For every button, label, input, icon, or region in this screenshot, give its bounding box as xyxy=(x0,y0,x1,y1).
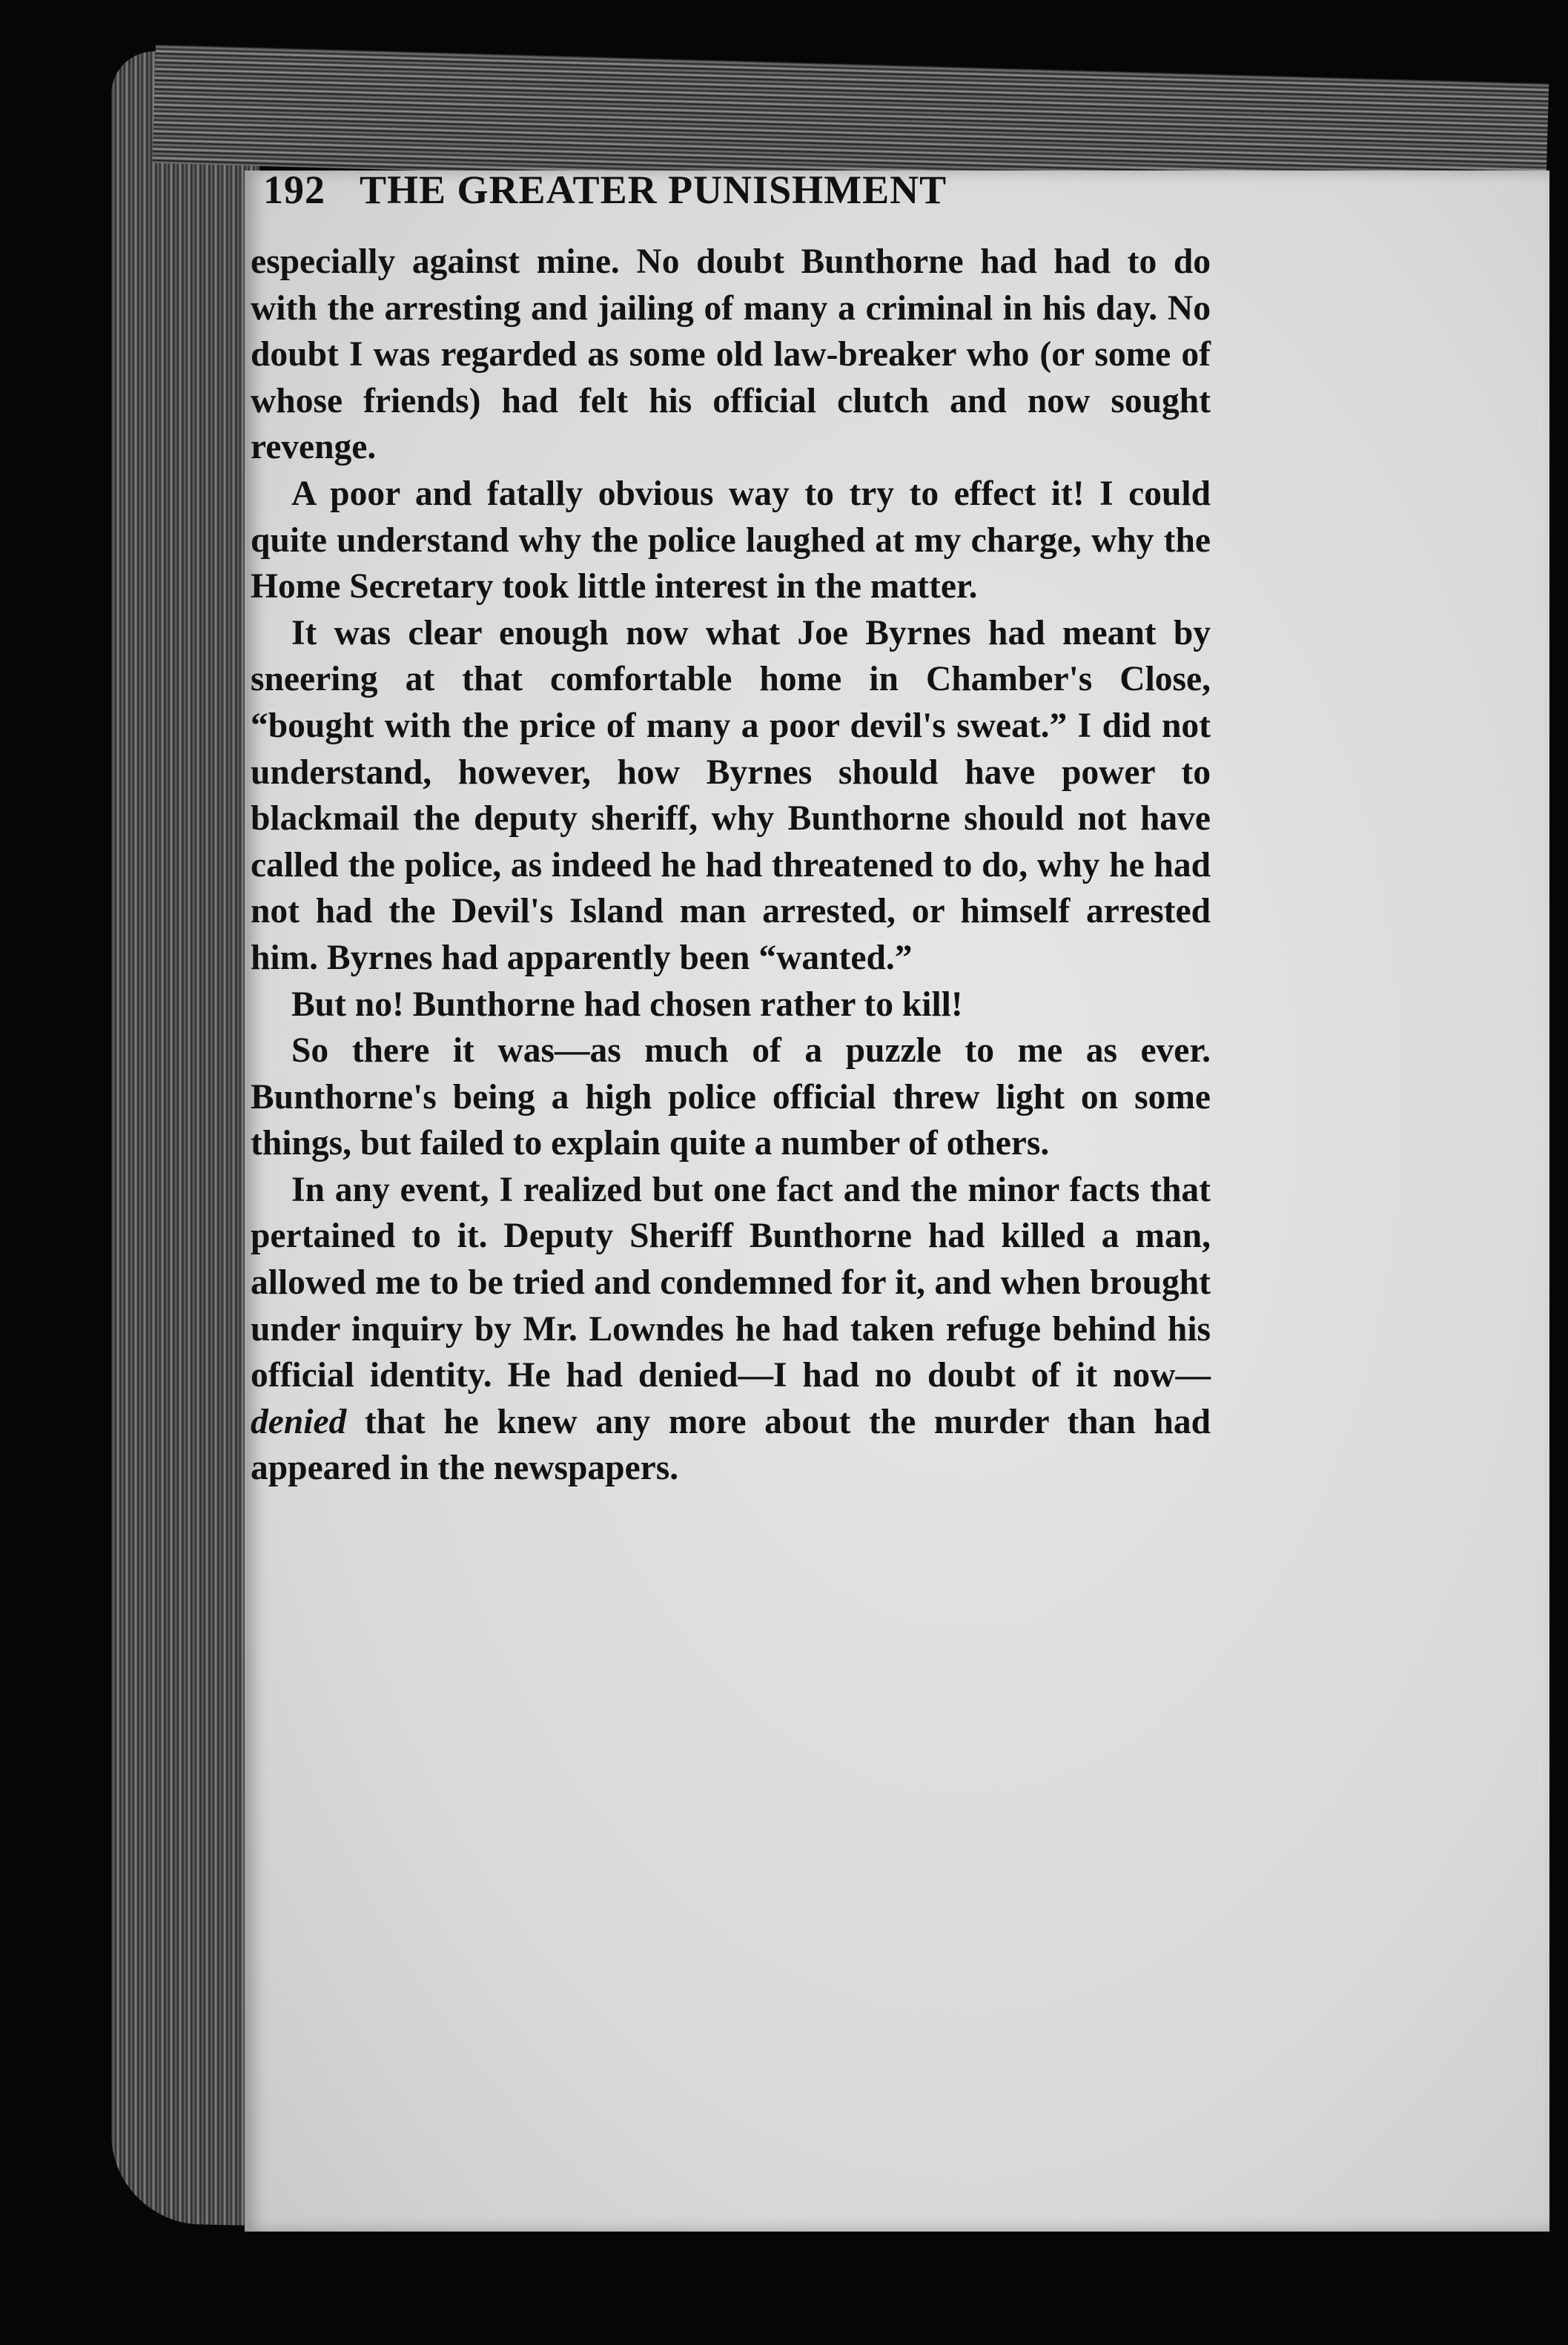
paragraph xyxy=(251,1167,1211,1492)
paragraph: especially against mine. No doubt Bunthorne had had to do with the arresting and jailing of many a criminal in his day. No doubt I was regarded as some old law-breaker who (or some of whose friends) had felt his official clutch and now sought revenge. xyxy=(251,242,1211,467)
paragraph: So there it was—as much of a puzzle to me as ever. Bunthorne's being a high police official threw light on some things, but failed to explain quite a number of others. xyxy=(251,1031,1211,1163)
paragraph: A poor and fatally obvious way to try to effect it! I could quite understand why the police laughed at my charge, why the Home Secretary took little interest in the matter. xyxy=(251,474,1211,606)
running-title: THE GREATER PUNISHMENT xyxy=(360,168,947,212)
page-number: 192 xyxy=(263,168,325,212)
running-head xyxy=(263,167,1212,213)
paragraph-text: In any event, I realized but one fact and the minor facts that pertained to it. Deputy Sheriff Bunthorne had killed a man, allowed me to be tried and condemned for it, and when brought under inquiry by Mr. Lowndes he had taken refuge behind his official identity. He had denied—I had no doubt of it now— xyxy=(251,1170,1211,1395)
body-text xyxy=(251,239,1211,1492)
paragraph-text-tail: that he knew any more about the murder than had appeared in the newspapers. xyxy=(251,1402,1211,1488)
book-fore-edge xyxy=(111,50,259,2226)
emphasized-word: denied xyxy=(251,1402,347,1441)
paragraph: But no! Bunthorne had chosen rather to kill! xyxy=(291,985,963,1024)
paragraph: It was clear enough now what Joe Byrnes had meant by sneering at that comfortable home in Chamber's Close, “bought with the price of many a poor devil's sweat.” I did not understand, however, how Byrnes should have power to blackmail the deputy sheriff, why Bunthorne should not have called the police, as indeed he had threatened to do, why he had not had the Devil's Island man arrested, or himself arrested him. Byrnes had apparently been “wanted.” xyxy=(251,613,1211,977)
